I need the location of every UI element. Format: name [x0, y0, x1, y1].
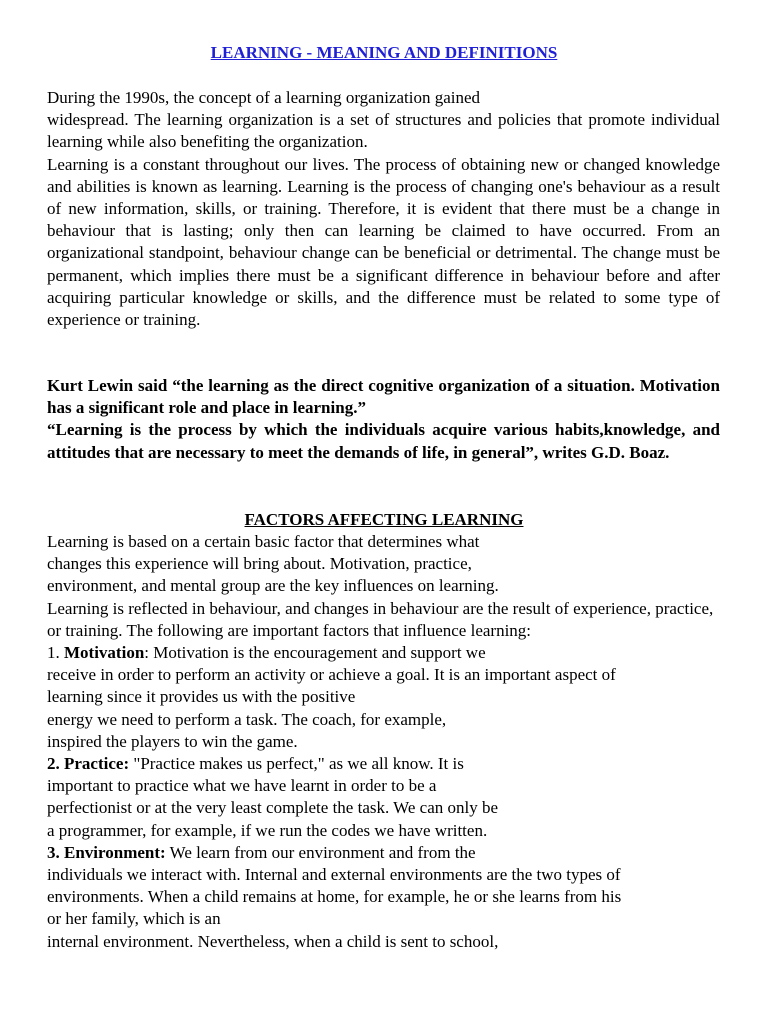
factor-practice-label: 2. Practice: [47, 754, 130, 774]
factor-motivation-label: Motivation [64, 643, 145, 663]
factors-intro-line-1: Learning is based on a certain basic factor that determines what [47, 532, 480, 551]
intro-paragraph-2: Learning is a constant throughout our lives. The process of obtaining new or changed knowledge and abilities is known as learning. Learning is the process of changing one's behaviour as a result of new information, skills, or training. Therefore, it is evident that there must be a change in behaviour that is lasting; only then can learning be claimed to have occurred. From an organizational standpoint, behaviour change can be beneficial or detrimental. The change must be permanent, which implies there must be a significant difference in behaviour before and after acquiring particular knowledge or skills, and the difference must be related to some type of experience or training. [47, 154, 720, 330]
factors-section [47, 531, 720, 953]
factor-environment-line-3: environments. When a child remains at home, for example, he or she learns from his [47, 887, 622, 907]
factors-intro-line-2: changes this experience will bring about. Motivation, practice, [47, 554, 472, 574]
factor-motivation-text: : Motivation is the encouragement and support we [144, 643, 486, 663]
factor-environment-line-1 [47, 842, 720, 864]
factor-environment-label: 3. Environment: [47, 842, 166, 862]
factors-intro-line-3: environment, and mental group are the key influences on learning. [47, 576, 499, 596]
lewin-quote: Kurt Lewin said “the learning as the direct cognitive organization of a situation. Motivation has a significant role and place in learning.” [47, 376, 720, 418]
factor-motivation-line-5: inspired the players to win the game. [47, 731, 298, 751]
factor-practice-text: "Practice makes us perfect," as we all know. It is [129, 754, 464, 774]
page-title: LEARNING - MEANING AND DEFINITIONS [210, 43, 558, 62]
factor-environment-line-5: internal environment. Nevertheless, when a child is sent to school, [47, 931, 499, 951]
factor-motivation-line-2: receive in order to perform an activity or achieve a goal. It is an important aspect of [47, 665, 616, 685]
factor-environment-line-2: individuals we interact with. Internal and external environments are the two types of [47, 865, 621, 885]
factor-practice-line-2: important to practice what we have learnt in order to be a [47, 776, 437, 796]
factor-motivation-line-3: learning since it provides us with the positive [47, 687, 356, 707]
factor-practice-line-3: perfectionist or at the very least complete the task. We can only be [47, 798, 499, 818]
factor-practice-line-1 [47, 753, 720, 775]
factor-motivation-number: 1 [47, 643, 56, 663]
factor-environment-line-4: or her family, which is an [47, 909, 221, 929]
intro-paragraph-1: widespread. The learning organization is a set of structures and policies that promote individual learning while also benefiting the organization. [47, 110, 720, 152]
factors-paragraph-2: Learning is reflected in behaviour, and changes in behaviour are the result of experience, practice, or training. The following are important factors that influence learning: [47, 598, 714, 640]
factor-practice-line-4: a programmer, for example, if we run the codes we have written. [47, 820, 488, 840]
factor-environment-text: We learn from our environment and from the [165, 842, 476, 862]
intro-line-1: During the 1990s, the concept of a learning organization gained [47, 88, 481, 107]
factor-motivation-line-4: energy we need to perform a task. The coach, for example, [47, 709, 447, 729]
factors-heading: FACTORS AFFECTING LEARNING [244, 510, 524, 529]
quotes-section [47, 375, 720, 464]
factor-motivation-line-1: 1. Motivation: Motivation is the encouragement and support we [47, 643, 486, 663]
intro-section [47, 87, 720, 331]
boaz-quote: “Learning is the process by which the individuals acquire various habits,knowledge, and attitudes that are necessary to meet the demands of life, in general”, writes G.D. Boaz. [47, 420, 720, 462]
